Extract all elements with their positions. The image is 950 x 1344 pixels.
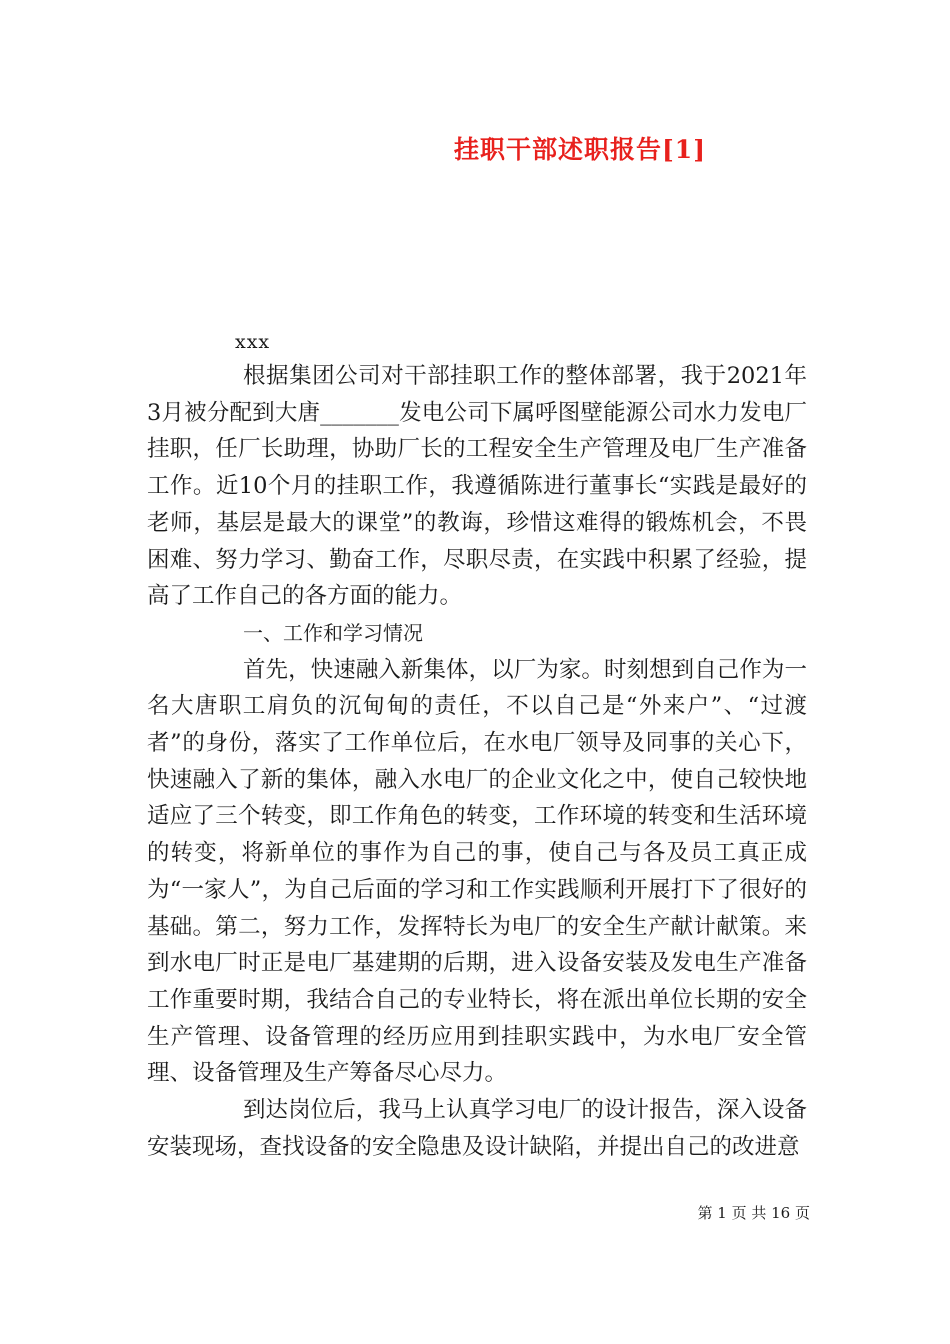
document-title: 挂职干部述职报告[1]	[453, 135, 707, 164]
document-body	[147, 358, 807, 1165]
author-name: xxx	[235, 331, 271, 353]
paragraph-arrival: 到达岗位后，我马上认真学习电厂的设计报告，深入设备安装现场，查找设备的安全隐患及设计缺陷，并提出自己的改进意	[147, 1097, 807, 1160]
section-heading-work-study: 一、工作和学习情况	[243, 620, 423, 645]
paragraph-intro: 根据集团公司对干部挂职工作的整体部署，我于2021年3月被分配到大唐_______发电公司下属呼图壁能源公司水力发电厂挂职，任厂长助理，协助厂长的工程安全生产管理及电厂生产准备工作。近10个月的挂职工作，我遵循陈进行董事长“实践是最好的老师，基层是最大的课堂”的教诲，珍惜这难得的锻炼机会，不畏困难、努力学习、勤奋工作，尽职尽责，在实践中积累了经验，提高了工作自己的各方面的能力。	[147, 363, 807, 610]
paragraph-first-second: 首先，快速融入新集体，以厂为家。时刻想到自己作为一名大唐职工肩负的沉甸甸的责任，不以自己是“外来户”、“过渡者”的身份，落实了工作单位后，在水电厂领导及同事的关心下，快速融入了新的集体，融入水电厂的企业文化之中，使自己较快地适应了三个转变，即工作角色的转变，工作环境的转变和生活环境的转变，将新单位的事作为自己的事，使自己与各及员工真正成为“一家人”，为自己后面的学习和工作实践顺利开展打下了很好的基础。第二，努力工作，发挥特长为电厂的安全生产献计献策。来到水电厂时正是电厂基建期的后期，进入设备安装及发电生产准备工作重要时期，我结合自己的专业特长，将在派出单位长期的安全生产管理、设备管理的经历应用到挂职实践中，为水电厂安全管理、设备管理及生产筹备尽心尽力。	[147, 656, 807, 1087]
page-number-footer: 第 1 页 共 16 页	[697, 1204, 810, 1222]
